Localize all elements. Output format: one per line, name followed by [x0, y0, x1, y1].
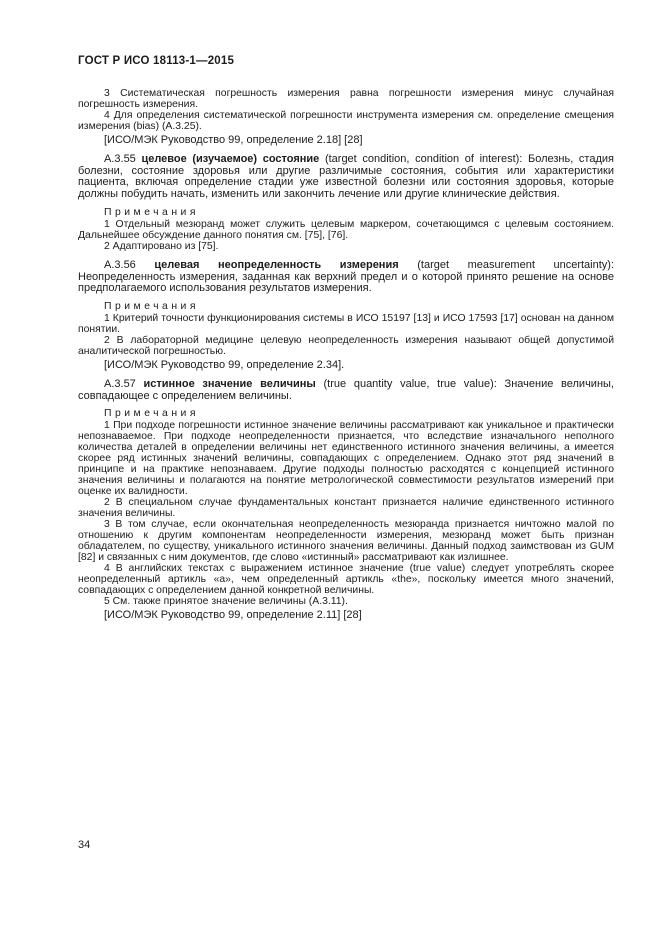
note-item: 1 Критерий точности функционирования системы в ИСО 15197 [13] и ИСО 17593 [17] основан на данном понятии.: [78, 312, 614, 335]
note-item: 1 При подходе погрешности истинное значение величины рассматривают как уникальное и практически непознаваемое. При подходе неопределенности признается, что вследствие изначального неполного количества деталей в определении величины нет единственного истинного значения величины, а имеется скорее ряд истинных значений величины, совпадающих с определением. Однако этот ряд значений в принципе и на практике непознаваем. Другие подходы полностью расходятся с концепцией истинного значения величины и полагаются на понятие метрологической совместимости результатов измерений при оценке их валидности.: [78, 420, 614, 498]
notes-label: Примечания: [104, 300, 199, 312]
definition-text: Болезнь, стадия болезни, состояние здоровья или другие различимые состояния, события или характеристики пациента, включая определение стадии уже известной болезни или состояния здоровья, которые должны побудить начать, изменить или закончить лечение или другие клинические действия.: [78, 153, 614, 201]
carryover-note: 3 Систематическая погрешность измерения равна погрешности измерения минус случайная погрешность измерения.: [78, 88, 614, 110]
guide-reference: [ИСО/МЭК Руководство 99, определение 2.18] [28]: [104, 134, 363, 146]
section-a3-56-definition: [78, 260, 614, 295]
guide-reference: [ИСО/МЭК Руководство 99, определение 2.34].: [104, 358, 345, 371]
page-number: 34: [78, 839, 91, 851]
carryover-note: 4 Для определения систематической погрешности инструмента измерения см. определение смещения измерения (bias) (А.3.25).: [78, 110, 614, 132]
definition-text: Неопределенность измерения, заданная как верхний предел и о которой принято решение на основе предполагаемого использования результатов измерения.: [78, 270, 614, 295]
doc-header-title: ГОСТ Р ИСО 18113-1—2015: [78, 55, 235, 67]
term-label: целевое (изучаемое) состояние: [141, 153, 320, 165]
section-number: А.3.56: [104, 258, 136, 271]
note-item: 1 Отдельный мезюранд может служить целевым маркером, сочетающимся с целевым состоянием. Дальнейшее обсуждение данного понятия см. [75], [76].: [78, 218, 614, 241]
section-a3-55-definition: [78, 154, 614, 201]
notes-label: Примечания: [104, 206, 199, 218]
term-label: целевая неопределенность измерения: [154, 258, 399, 271]
section-number: А.3.57: [104, 377, 136, 390]
notes-label: Примечания: [104, 408, 199, 420]
note-item: 5 См. также принятое значение величины (А.3.11).: [104, 596, 348, 608]
note-item: 2 В лабораторной медицине целевую неопределенность измерения называют общей допустимой аналитической погрешностью.: [78, 334, 614, 357]
section-number: А.3.55: [104, 153, 136, 165]
term-english: (target measurement uncertainty):: [417, 258, 615, 271]
note-item: 4 В английских текстах с выражением истинное значение (true value) следует употреблять скорее неопределенный артикль «а», чем определенный артикль «the», поскольку имеется много значений, совпадающих с определением данной конкретной величины.: [78, 563, 614, 597]
term-label: истинное значение величины: [143, 377, 316, 390]
term-english: (true quantity value, true value):: [323, 377, 497, 390]
page-content: [78, 55, 614, 621]
term-english: (target condition, condition of interest):: [324, 153, 523, 165]
note-item: 2 В специальном случае фундаментальных констант признается наличие единственного истинного значения величины.: [78, 497, 614, 520]
guide-reference: [ИСО/МЭК Руководство 99, определение 2.11] [28]: [104, 609, 362, 622]
section-a3-57-definition: [78, 379, 614, 402]
note-item: 2 Адаптировано из [75].: [104, 240, 219, 252]
definition-text: Значение величины, совпадающее с определением величины.: [78, 377, 614, 402]
note-item: 3 В том случае, если окончательная неопределенность мезюранда признается ничтожно малой по отношению к другим компонентам неопределенности измерения, мезюранд может быть признан обладателем, по существу, уникального истинного значения величины. Данный подход заимствован из GUM [82] и связанных с ним документов, где слово «истинный» рассматривают как излишнее.: [78, 519, 614, 564]
